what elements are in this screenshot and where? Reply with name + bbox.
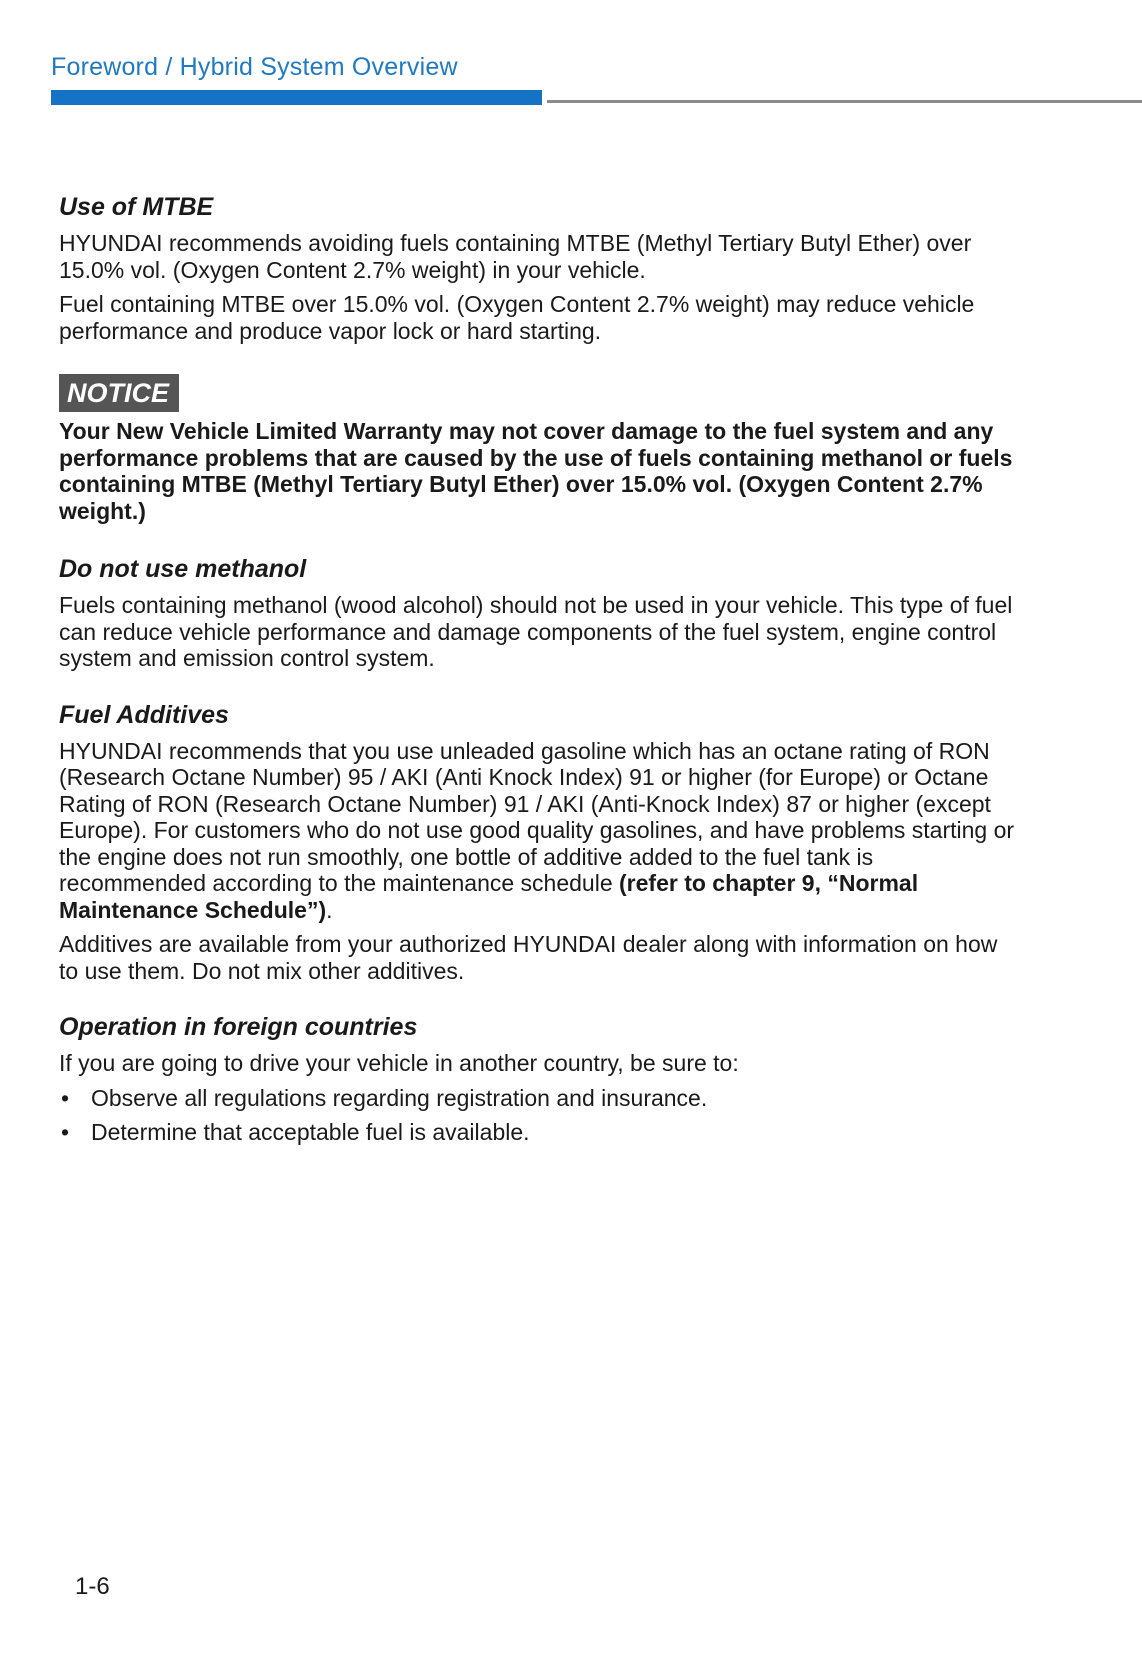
paragraph: Fuel containing MTBE over 15.0% vol. (Oxygen Content 2.7% weight) may reduce vehicle performance and produce vapor lock or hard starting. <box>59 291 975 344</box>
section-foreign-countries <box>59 1012 1019 1146</box>
notice-box <box>59 372 1019 524</box>
header-accent-bar <box>51 90 542 105</box>
main-content <box>59 192 1019 1174</box>
bullet-icon: • <box>61 1084 70 1111</box>
list-item <box>59 1119 1019 1146</box>
section-title: Fuel Additives <box>59 700 229 729</box>
section-mtbe <box>59 192 1019 344</box>
paragraph <box>59 738 1019 924</box>
bullet-icon: • <box>61 1119 70 1145</box>
section-methanol <box>59 554 1019 672</box>
header-title: Foreword / Hybrid System Overview <box>51 53 458 81</box>
section-title: Do not use methanol <box>59 555 307 583</box>
chapter-reference: (refer to chapter 9, “Normal Maintenance Schedule”) <box>59 870 919 923</box>
list-item <box>59 1085 1019 1112</box>
notice-text: Your New Vehicle Limited Warranty may not cover damage to the fuel system and any performance problems that are caused by the use of fuels containing methanol or fuels containing MTBE (Methyl Tertiary Butyl Ether) over 15.0% vol. (Oxygen Content 2.7% weight.) <box>59 418 1013 524</box>
header-divider <box>547 100 1142 103</box>
paragraph: Fuels containing methanol (wood alcohol) should not be used in your vehicle. This type of fuel can reduce vehicle performance and damage components of the fuel system, engine control system and emission control system. <box>59 592 1013 671</box>
paragraph: If you are going to drive your vehicle in another country, be sure to: <box>59 1050 739 1076</box>
bullet-list <box>59 1085 1019 1146</box>
paragraph-text: HYUNDAI recommends that you use unleaded gasoline which has an octane rating of RON (Research Octane Number) 95 / AKI (Anti Knock Index) 91 or higher (for Europe) or Octane Rating of RON (Research Octane Number) 91 / AKI (Anti-Knock Index) 87 or higher (except Europe). For customers who do not use good quality gasolines, and have problems starting or the engine does not run smoothly, one bottle of additive added to the fuel tank is recommended according to the maintenance schedule <box>59 737 1015 896</box>
section-fuel-additives <box>59 700 1019 985</box>
list-item-text: Observe all regulations regarding registration and insurance. <box>91 1084 708 1111</box>
page-number: 1-6 <box>75 1573 110 1600</box>
notice-label: NOTICE <box>59 374 179 412</box>
paragraph-end: . <box>326 896 333 923</box>
list-item-text: Determine that acceptable fuel is available. <box>91 1119 530 1145</box>
section-title: Use of MTBE <box>59 193 214 221</box>
paragraph: Additives are available from your authorized HYUNDAI dealer along with information on how to use them. Do not mix other additives. <box>59 931 998 984</box>
section-title: Operation in foreign countries <box>59 1013 418 1041</box>
paragraph: HYUNDAI recommends avoiding fuels containing MTBE (Methyl Tertiary Butyl Ether) over 15.0% vol. (Oxygen Content 2.7% weight) in your vehicle. <box>59 230 972 283</box>
